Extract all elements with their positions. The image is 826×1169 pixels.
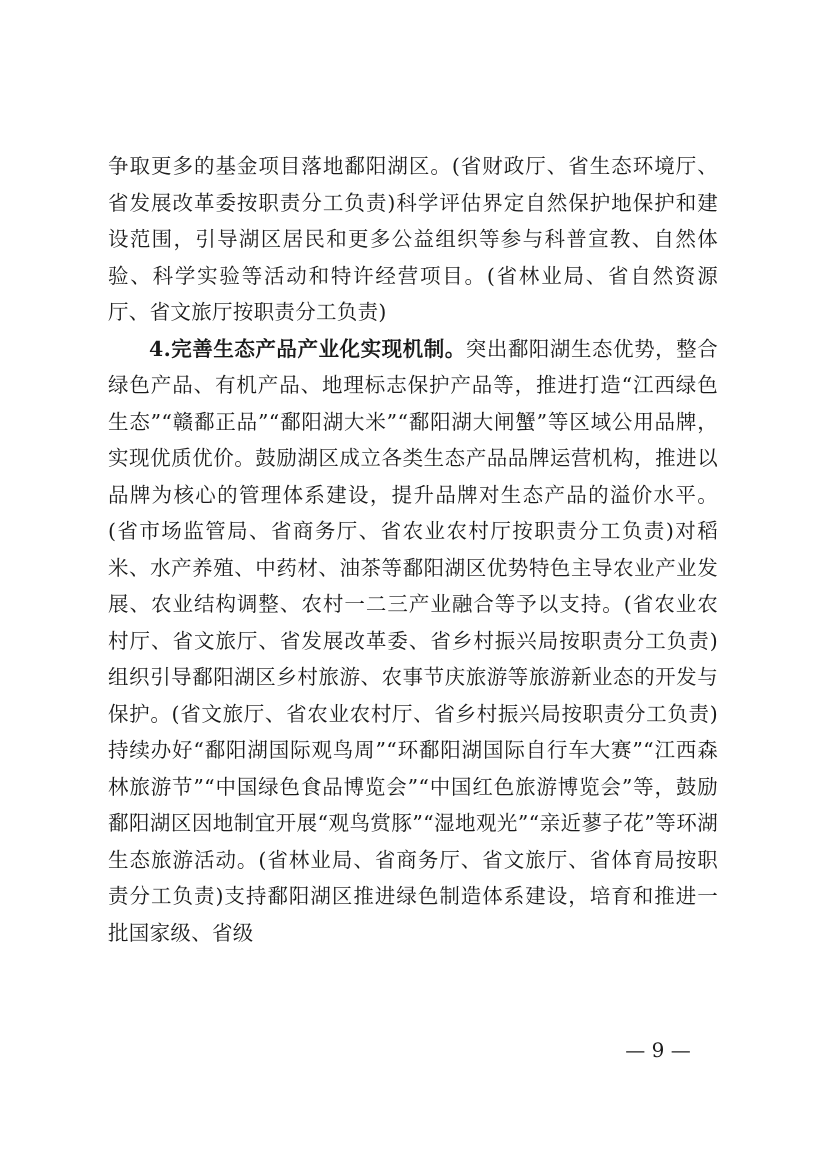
paragraph-2-text: 突出鄱阳湖生态优势，整合绿色产品、有机产品、地理标志保护产品等，推进打造“江西绿色生态”“赣鄱正品”“鄱阳湖大米”“鄱阳湖大闸蟹”等区域公用品牌，实现优质优价。鼓励湖区成立各类生态产品品牌运营机构，推进以品牌为核心的管理体系建设，提升品牌对生态产品的溢价水平。(省市场监管局、省商务厅、省农业农村厅按职责分工负责)对稻米、水产养殖、中药材、油茶等鄱阳湖区优势特色主导农业产业发展、农业结构调整、农村一二三产业融合等予以支持。(省农业农村厅、省文旅厅、省发展改革委、省乡村振兴局按职责分工负责)组织引导鄱阳湖区乡村旅游、农事节庆旅游等旅游新业态的开发与保护。(省文旅厅、省农业农村厅、省乡村振兴局按职责分工负责)持续办好“鄱阳湖国际观鸟周”“环鄱阳湖国际自行车大赛”“江西森林旅游节”“中国绿色食品博览会”“中国红色旅游博览会”等，鼓励鄱阳湖区因地制宜开展“观鸟赏豚”“湿地观光”“亲近蓼子花”等环湖生态旅游活动。(省林业局、省商务厅、省文旅厅、省体育局按职责分工负责)支持鄱阳湖区推进绿色制造体系建设，培育和推进一批国家级、省级 — [108, 336, 718, 945]
body-text — [108, 148, 718, 951]
paragraph-2 — [108, 331, 718, 952]
paragraph-1-text: 争取更多的基金项目落地鄱阳湖区。(省财政厅、省生态环境厅、省发展改革委按职责分工负责)科学评估界定自然保护地保护和建设范围，引导湖区居民和更多公益组织等参与科普宣教、自然体验、科学实验等活动和特许经营项目。(省林业局、省自然资源厅、省文旅厅按职责分工负责) — [108, 154, 718, 324]
section-heading: 4.完善生态产品产业化实现机制。 — [149, 336, 466, 361]
page-number: — 9 — — [625, 1038, 691, 1062]
paragraph-1 — [108, 148, 718, 331]
